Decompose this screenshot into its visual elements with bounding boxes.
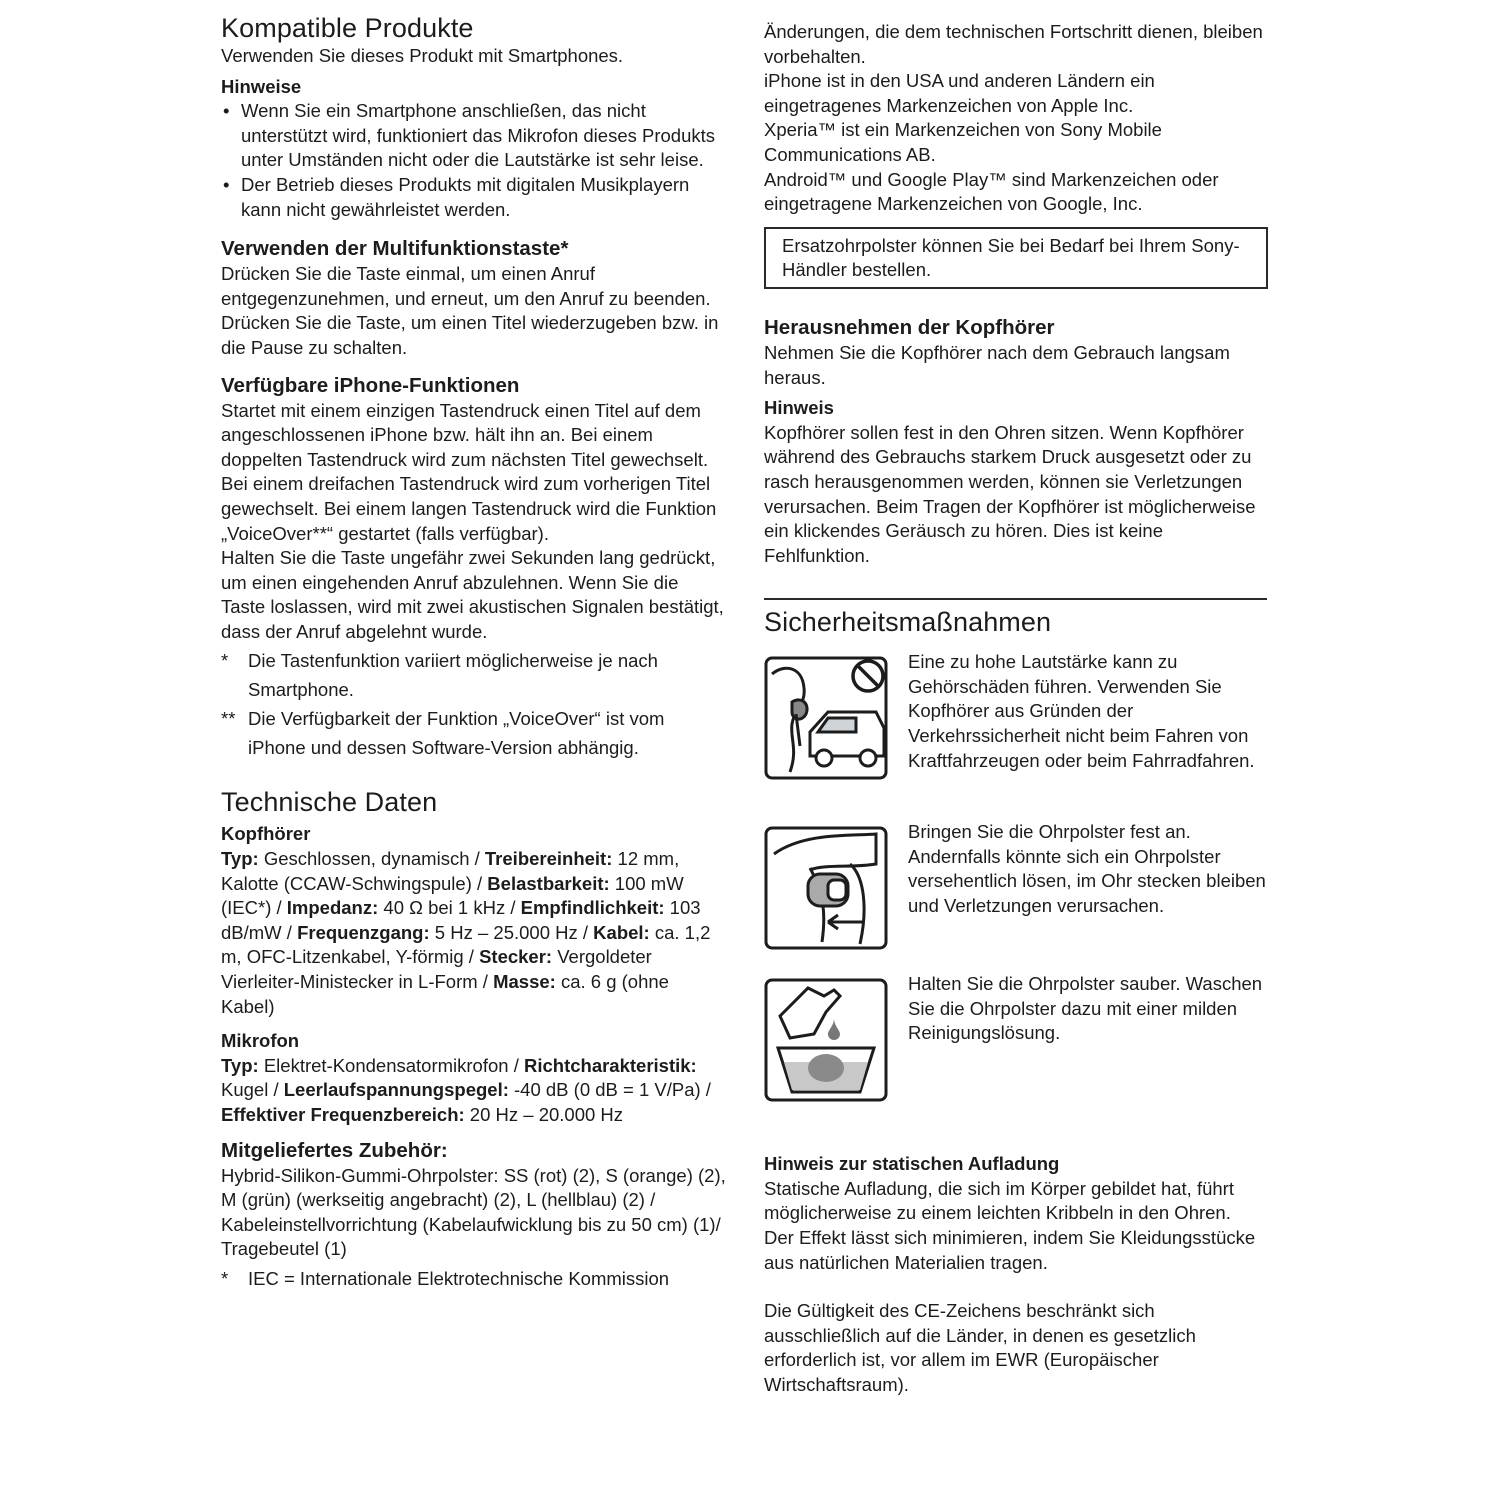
footnote-mark: * (221, 1267, 229, 1289)
static-charge-section (764, 1152, 1269, 1275)
safety-item (764, 820, 1269, 952)
attach-earpiece-icon (764, 824, 888, 952)
trademark-text: Xperia™ ist ein Markenzeichen von Sony Mobile Communications AB. (764, 119, 1162, 165)
no-headphones-while-driving-icon (764, 654, 888, 782)
safety-text: Eine zu hohe Lautstärke kann zu Gehörschäden führen. Verwenden Sie Kopfhörer aus Gründen der Verkehrssicherheit nicht beim Fahren von Kraftfahrzeugen oder beim Fahrradfahren. (908, 651, 1255, 771)
list-item: • Der Betrieb dieses Produkts mit digitalen Musikplayern kann nicht gewährleistet werden. (221, 173, 726, 222)
accessories-heading: Mitgeliefertes Zubehör: (221, 1138, 448, 1162)
footnote-text: IEC = Internationale Elektrotechnische Kommission (248, 1267, 670, 1289)
multifunction-body: Drücken Sie die Taste einmal, um einen Anruf entgegenzunehmen, und erneut, um den Anruf zu beenden. Drücken Sie die Taste, um einen Titel wiederzugeben bzw. in die Pause zu schalten. (221, 263, 719, 358)
list-item: • Wenn Sie ein Smartphone anschließen, das nicht unterstützt wird, funktioniert das Mikrofon dieses Produkts unter Umständen nicht oder die Lautstärke ist sehr leise. (221, 99, 726, 173)
wash-earpiece-icon (764, 976, 888, 1104)
replacement-earpads-note: Ersatzohrpolster können Sie bei Bedarf bei Ihrem Sony-Händler bestellen. (764, 227, 1268, 289)
microphone-label: Mikrofon (221, 1030, 300, 1052)
compatible-products-intro: Verwenden Sie dieses Produkt mit Smartphones. (221, 45, 624, 66)
safety-item (764, 972, 1269, 1104)
safety-item (764, 650, 1269, 782)
ce-mark-text: Die Gültigkeit des CE-Zeichens beschränkt sich ausschließlich auf die Länder, in denen es gesetzlich erforderlich ist, vor allem im EWR (Europäischer Wirtschaftsraum). (764, 1300, 1196, 1396)
removing-headphones-body: Nehmen Sie die Kopfhörer nach dem Gebrauch langsam heraus. (764, 341, 1230, 388)
footnote-text: Die Verfügbarkeit der Funktion „VoiceOver“ ist vom iPhone und dessen Software-Version abhängig. (248, 708, 665, 759)
footnote (221, 1264, 726, 1293)
footnote (221, 646, 726, 704)
multifunction-section (221, 236, 726, 360)
static-charge-body-1: Statische Aufladung, die sich im Körper gebildet hat, führt möglicherweise zu einem leichten Kribbeln in den Ohren. (764, 1177, 1234, 1224)
technical-data-heading: Technische Daten (221, 787, 438, 818)
microphone-specs: Typ: Elektret-Kondensatormikrofon / Richtcharakteristik: Kugel / Leerlaufspannungspegel: -40 dB (0 dB = 1 V/Pa) / Effektiver Frequenzbereich: 20 Hz – 20.000 Hz (221, 1054, 711, 1125)
iphone-functions-section (221, 373, 726, 763)
footnote-text: Die Tastenfunktion variiert möglicherweise je nach Smartphone. (248, 650, 658, 701)
footnote (221, 704, 726, 762)
safety-text: Halten Sie die Ohrpolster sauber. Waschen Sie die Ohrpolster dazu mit einer milden Reinigungslösung. (908, 973, 1263, 1044)
trademark-text: Android™ und Google Play™ sind Markenzeichen oder eingetragene Markenzeichen von Google, Inc. (764, 168, 1219, 215)
multifunction-heading: Verwenden der Multifunktionstaste* (221, 237, 569, 261)
removing-headphones-note: Kopfhörer sollen fest in den Ohren sitzen. Wenn Kopfhörer während des Gebrauchs starkem Druck ausgesetzt oder zu rasch herausgenommen werden, können sie Verletzungen verursachen. Beim Tragen der Kopfhörer ist möglicherweise ein klickendes Geräusch zu hören. Dies ist keine Fehlfunktion. (764, 421, 1256, 566)
removing-headphones-heading: Herausnehmen der Kopfhörer (764, 315, 1055, 339)
note-label: Hinweis (764, 397, 834, 419)
compatible-products-heading: Kompatible Produkte (221, 13, 474, 43)
removing-headphones-section (764, 315, 1269, 568)
changes-reserved-text: Änderungen, die dem technischen Fortschritt dienen, bleiben vorbehalten. (764, 21, 1263, 67)
accessories-body: Hybrid-Silikon-Gummi-Ohrpolster: SS (rot) (2), S (orange) (2), M (grün) (werkseitig angebracht) (2), L (hellblau) (2) / Kabeleinstellvorrichtung (Kabelaufwicklung bis zu 50 cm) (1)/ Tragebeutel (1) (221, 1164, 726, 1260)
iphone-functions-body-1: Startet mit einem einzigen Tastendruck einen Titel auf dem angeschlossenen iPhone bzw. hält ihn an. Bei einem doppelten Tastendruck wird zum nächsten Titel gewechselt. Bei einem dreifachen Tastendruck wird zum vorherigen Titel gewechselt. Bei einem langen Tastendruck wird die Funktion „VoiceOver**“ gestartet (falls verfügbar). (221, 399, 717, 544)
trademark-text: iPhone ist in den USA und anderen Ländern ein eingetragenes Markenzeichen von Apple Inc. (764, 70, 1155, 116)
headphones-specs: Typ: Geschlossen, dynamisch / Treibereinheit: 12 mm, Kalotte (CCAW-Schwingspule) / Belastbarkeit: 100 mW (IEC*) / Impedanz: 40 Ω bei 1 kHz / Empfindlichkeit: 103 dB/mW / Frequenzgang: 5 Hz – 25.000 Hz / Kabel: ca. 1,2 m, OFC-Litzenkabel, Y-förmig / Stecker: Vergoldeter Vierleiter-Ministecker in L-Form / Masse: ca. 6 g (ohne Kabel) (221, 848, 711, 1017)
footnote-mark: * (221, 650, 229, 672)
footnotes (221, 646, 726, 762)
notes-label: Hinweise (221, 75, 302, 97)
iphone-functions-body-2: Halten Sie die Taste ungefähr zwei Sekunden lang gedrückt, um einen eingehenden Anruf abzulehnen. Wenn Sie die Taste loslassen, wird mit zwei akustischen Signalen bestätigt, dass der Anruf abgelehnt wurde. (221, 547, 724, 642)
static-charge-heading: Hinweis zur statischen Aufladung (764, 1153, 1060, 1175)
section-divider (764, 598, 1267, 600)
safety-heading: Sicherheitsmaßnahmen (764, 607, 1052, 638)
headphones-label: Kopfhörer (221, 823, 311, 845)
static-charge-body-2: Der Effekt lässt sich minimieren, indem Sie Kleidungsstücke aus natürlichen Materialien tragen. (764, 1227, 1256, 1273)
technical-data-section (221, 786, 726, 1293)
iphone-functions-heading: Verfügbare iPhone-Funktionen (221, 373, 520, 397)
left-column (221, 12, 726, 1293)
notes-list (221, 99, 726, 222)
safety-section (764, 606, 1269, 1104)
right-column (764, 20, 1269, 1398)
footnote-mark: ** (221, 708, 236, 730)
compatible-products-section (221, 12, 726, 222)
safety-text: Bringen Sie die Ohrpolster fest an. Andernfalls könnte sich ein Ohrpolster versehentlich lösen, im Ohr stecken bleiben und Verletzungen verursachen. (908, 821, 1266, 917)
